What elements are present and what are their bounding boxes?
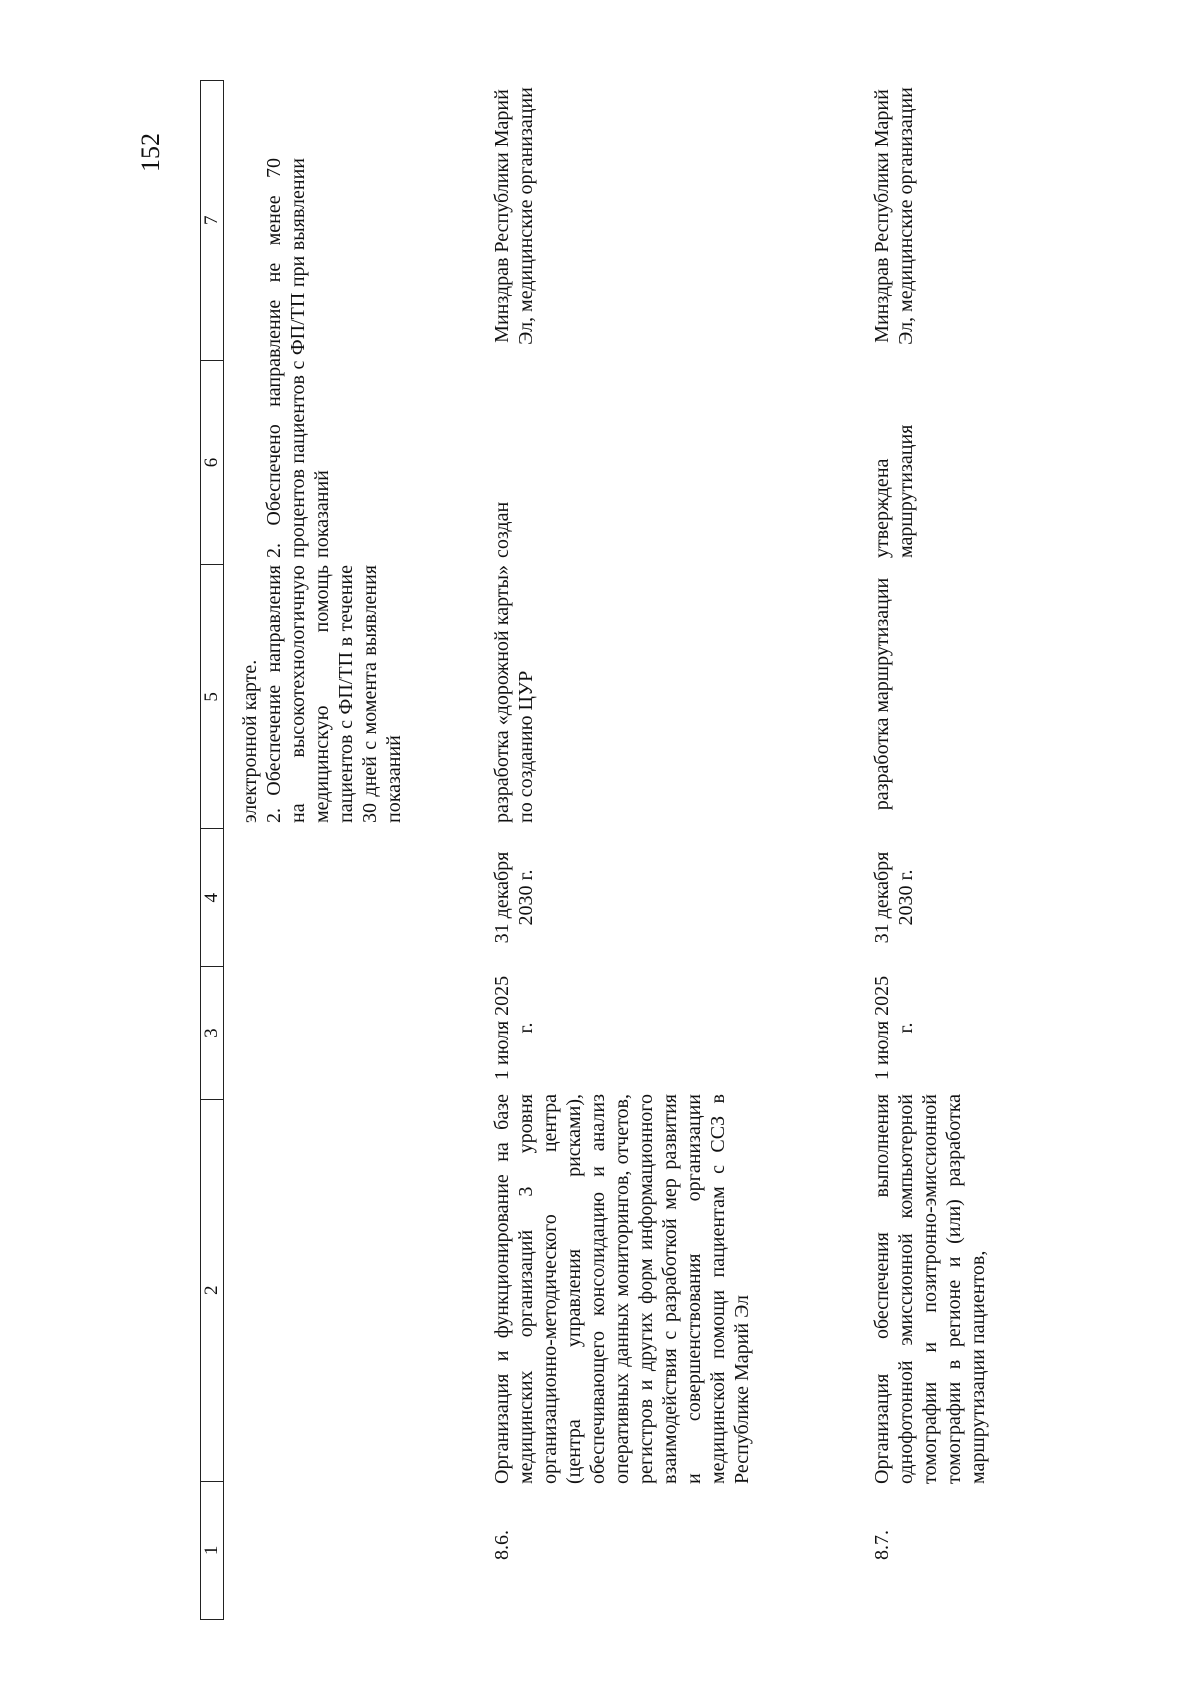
- row-end-date: 31 декабря 2030 г.: [871, 851, 917, 944]
- row-indicator: создан: [491, 501, 513, 558]
- header-col-3: 3: [201, 967, 224, 1099]
- row-responsible: Минздрав Республики Марий Эл, медицинские организации: [491, 87, 537, 345]
- continuation-indicator: 2. Обеспечено направление не менее 70 процентов пациентов с ФП/ТП при выявлении показаний: [263, 158, 333, 558]
- header-col-2: 2: [201, 1099, 224, 1481]
- rotated-page: [136, 80, 1200, 1620]
- row-measure: Организация обеспечения выполнения однофотонной эмиссионной компьютерной томографии и позитронно-эмиссионной томографии в регионе и (или) разработка маршрутизации пациентов,: [871, 1094, 989, 1484]
- row-number: 8.7.: [871, 1530, 893, 1560]
- header-col-7: 7: [201, 81, 224, 361]
- row-start-date: 1 июля 2025 г.: [491, 975, 537, 1081]
- header-col-5: 5: [201, 565, 224, 829]
- row-result: разработка маршрутизации: [871, 577, 893, 811]
- row-result: разработка «дорожной карты» по созданию ЦУР: [491, 565, 537, 823]
- row-end-date: 31 декабря 2030 г.: [491, 851, 537, 944]
- row-indicator: утверждена маршрутизация: [871, 424, 917, 558]
- header-col-1: 1: [201, 1481, 224, 1619]
- header-col-4: 4: [201, 829, 224, 967]
- row-number: 8.6.: [491, 1530, 513, 1560]
- page-number: 152: [136, 133, 165, 172]
- row-measure: Организация и функционирование на базе медицинских организаций 3 уровня организационно-методического центра (центра управления рисками), обеспечивающего консолидацию и анализ оперативных данных мониторингов, отчетов, регистров и других форм информационного взаимодействия с разработкой мер развития и совершенствования организации медицинской помощи пациентам с ССЗ в Республике Марий Эл: [491, 1094, 753, 1484]
- column-number-header: [200, 80, 224, 1620]
- row-start-date: 1 июля 2025 г.: [871, 975, 917, 1081]
- row-responsible: Минздрав Республики Марий Эл, медицинские организации: [871, 87, 917, 345]
- header-col-6: 6: [201, 360, 224, 565]
- continuation-result-text: электронной карте. 2. Обеспечение направления на высокотехнологичную медицинскую помощь пациентов с ФП/ТП в течение 30 дней с момента выявления показаний: [239, 565, 405, 823]
